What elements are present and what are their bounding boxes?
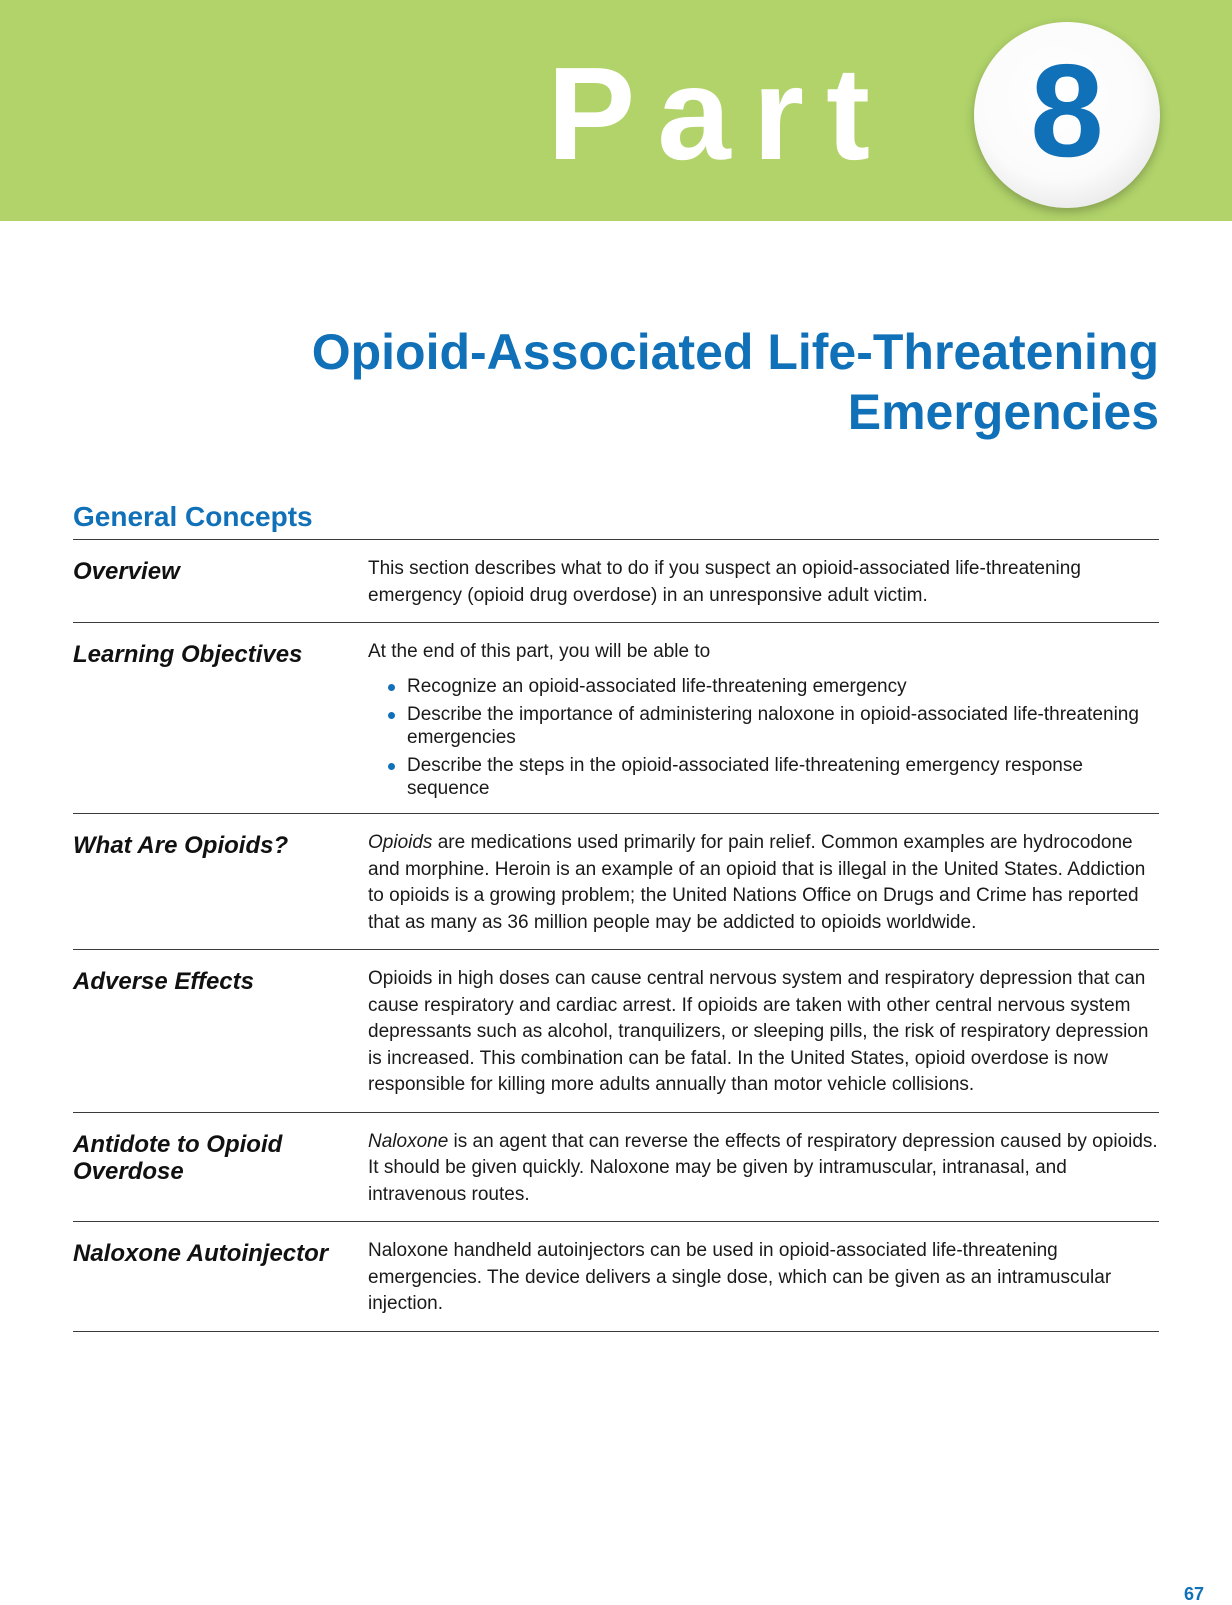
row-body bbox=[368, 830, 1159, 936]
row-body bbox=[368, 639, 1159, 800]
adverse-effects-text: Opioids in high doses can cause central nervous system and respiratory depression that can cause respiratory and cardiac arrest. If opioids are taken with other central nervous system depressants such as alcohol, tranquilizers, or sleeping pills, the risk of respiratory depression is increased. This combination can be fatal. In the United States, opioid overdose is now responsible for killing more adults annually than motor vehicle collisions. bbox=[368, 968, 1149, 1095]
row-label: What Are Opioids? bbox=[73, 832, 289, 859]
row-body bbox=[368, 966, 1159, 1099]
part-label: Part bbox=[547, 40, 892, 187]
page-number: 67 bbox=[1183, 1584, 1204, 1604]
part-number-circle bbox=[974, 22, 1160, 208]
bullet-dot-icon bbox=[388, 712, 395, 719]
objectives-intro: At the end of this part, you will be able to bbox=[368, 641, 711, 662]
autoinjector-text: Naloxone handheld autoinjectors can be used in opioid-associated life-threatening emergencies. The device delivers a single dose, which can be given as an intramuscular injection. bbox=[368, 1240, 1112, 1314]
bullet-dot-icon bbox=[388, 684, 395, 691]
opioids-text: Opioids are medications used primarily for pain relief. Common examples are hydrocodone and morphine. Heroin is an example of an opioid that is illegal in the United States. Addiction to opioids is a growing problem; the United Nations Office on Drugs and Crime has reported that as many as 36 million people may be addicted to opioids worldwide. bbox=[368, 832, 1146, 933]
objectives-list bbox=[368, 676, 1159, 801]
concepts-table bbox=[73, 539, 1159, 1332]
row-label: Antidote to Opioid Overdose bbox=[73, 1130, 283, 1185]
overview-text: This section describes what to do if you suspect an opioid-associated life-threatening emergency (opioid drug overdose) in an unresponsive adult victim. bbox=[368, 558, 1081, 606]
list-item: Describe the importance of administering naloxone in opioid-associated life-threatening emergencies bbox=[368, 704, 1159, 749]
row-what-are-opioids bbox=[73, 814, 1159, 950]
term-naloxone: Naloxone bbox=[368, 1130, 449, 1152]
row-antidote bbox=[73, 1113, 1159, 1223]
list-item: Recognize an opioid-associated life-threatening emergency bbox=[368, 676, 1159, 699]
section-heading: General Concepts bbox=[73, 501, 313, 532]
row-label: Overview bbox=[73, 558, 180, 585]
page-title: Opioid-Associated Life-Threatening Emergencies bbox=[311, 324, 1159, 440]
antidote-text: Naloxone is an agent that can reverse the effects of respiratory depression caused by opioids. It should be given quickly. Naloxone may be given by intramuscular, intranasal, and intravenous routes. bbox=[368, 1130, 1158, 1205]
row-overview bbox=[73, 540, 1159, 623]
row-body bbox=[368, 556, 1159, 609]
row-adverse-effects bbox=[73, 950, 1159, 1113]
row-body bbox=[368, 1129, 1159, 1209]
list-item: Describe the steps in the opioid-associated life-threatening emergency response sequence bbox=[368, 755, 1159, 800]
term-opioids: Opioids bbox=[368, 832, 433, 853]
row-body bbox=[368, 1238, 1159, 1318]
row-label: Learning Objectives bbox=[73, 641, 303, 668]
row-autoinjector bbox=[73, 1222, 1159, 1332]
row-label: Naloxone Autoinjector bbox=[73, 1240, 329, 1267]
part-banner bbox=[0, 0, 1232, 221]
row-learning-objectives bbox=[73, 623, 1159, 814]
row-label: Adverse Effects bbox=[73, 968, 254, 995]
bullet-dot-icon bbox=[388, 763, 395, 770]
part-number: 8 bbox=[1030, 37, 1104, 184]
